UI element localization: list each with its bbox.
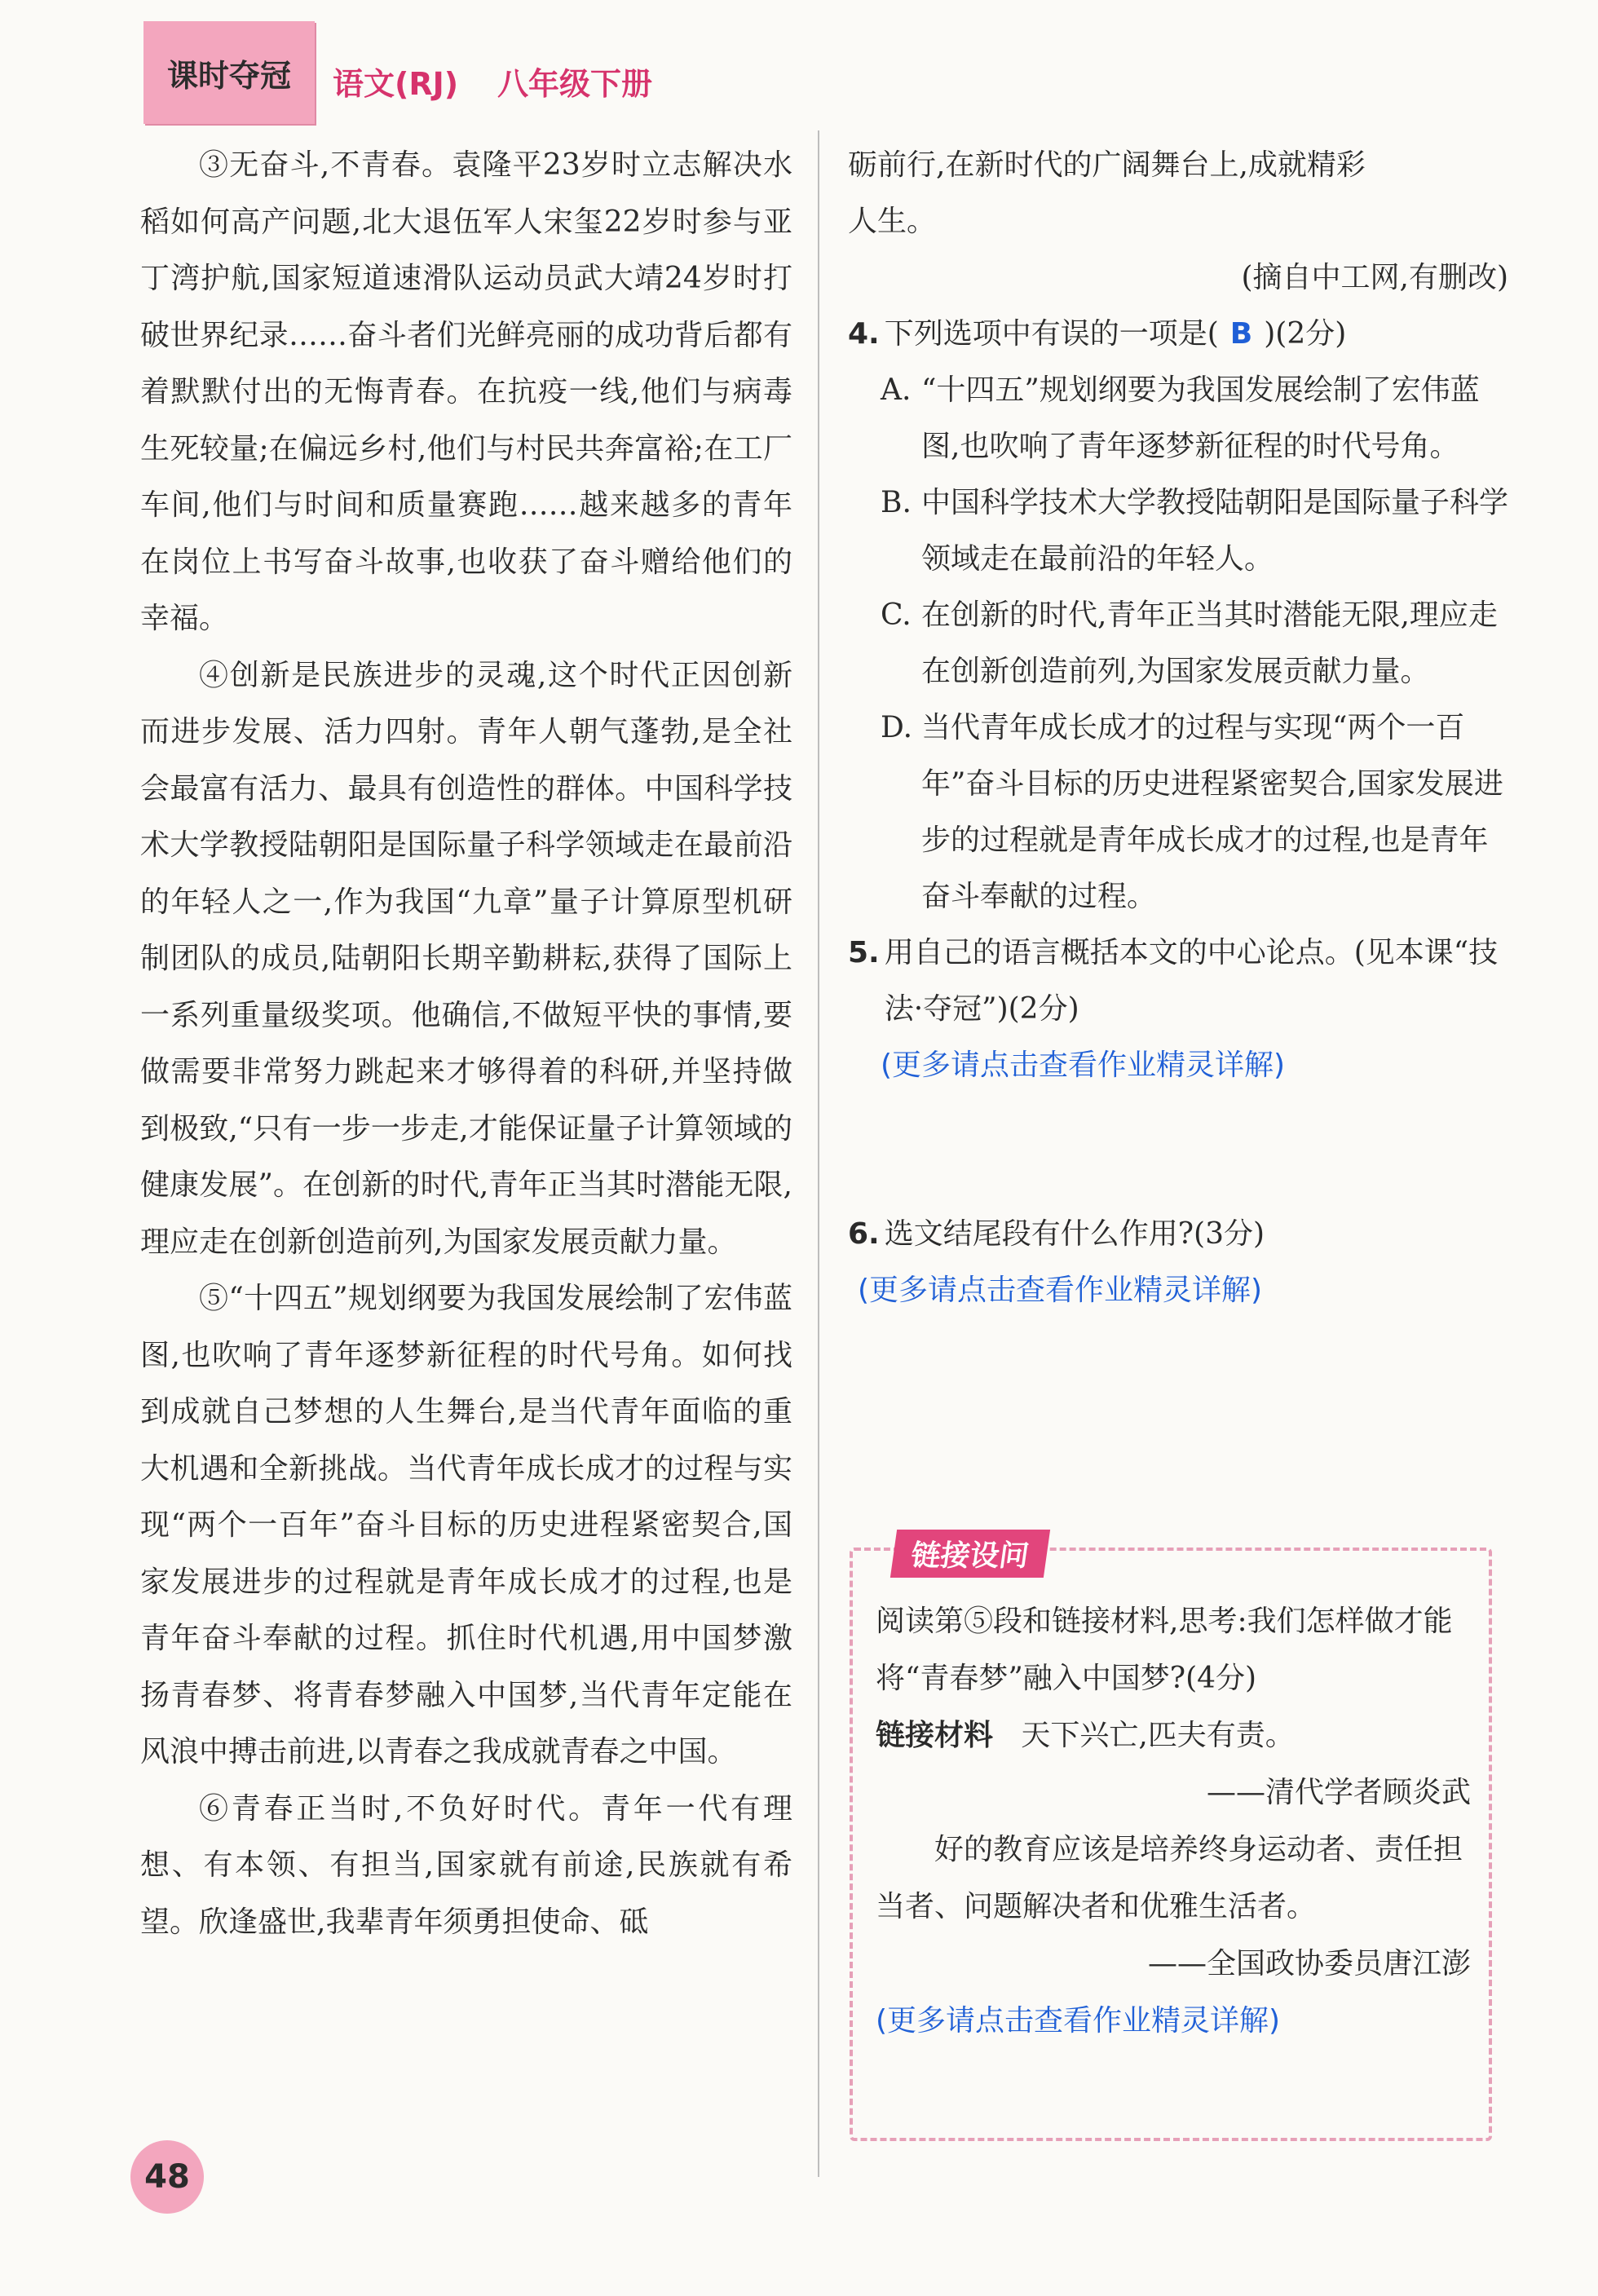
link-question-box (850, 1539, 1492, 2141)
article-continuation-line: 砺前行,在新时代的广阔舞台上,成就精彩 (848, 148, 1366, 182)
option-text: 当代青年成长成才的过程与实现“两个一百年”奋斗目标的历史进程紧密契合,国家发展进步的过程就是青年成长成才的过程,也是青年奋斗奉献的过程。 (921, 711, 1503, 913)
details-link[interactable]: (更多请点击查看作业精灵详解) (881, 1049, 1286, 1082)
question-number: 6. (848, 1217, 880, 1251)
material-quote-2: 好的教育应该是培养终身运动者、责任担当者、问题解决者和优雅生活者。 (876, 1833, 1463, 1923)
box-material (876, 1707, 1471, 1764)
question-stem: 用自己的语言概括本文的中心论点。(见本课“技法·夺冠”)(2分) (884, 936, 1499, 1026)
option-a (881, 362, 1508, 475)
page-number: 48 (144, 2158, 190, 2196)
option-c (881, 587, 1508, 700)
answer-mark: B (1229, 317, 1253, 351)
option-b (881, 475, 1508, 587)
source-note: (摘自中工网,有删改) (1241, 261, 1508, 294)
box-body (876, 1593, 1471, 2050)
material-attribution: ——清代学者顾炎武 (1206, 1776, 1471, 1809)
option-letter: A. (881, 373, 912, 407)
question-number: 5. (848, 936, 880, 969)
option-letter: B. (881, 486, 912, 519)
grade-label: 八年级下册 (497, 66, 653, 102)
option-d (881, 700, 1508, 925)
question-stem-end: )(2分) (1264, 317, 1347, 351)
series-title: 课时夺冠 (166, 57, 291, 94)
question-stem (885, 306, 1347, 362)
paragraph-3: ③无奋斗,不青春。袁隆平23岁时立志解决水稻如何高产问题,北大退伍军人宋玺22岁时参与亚丁湾护航,国家短道速滑队运动员武大靖24岁时打破世界纪录……奋斗者们光鲜亮丽的成功背后都有着默默付出的无悔青春。在抗疫一线,他们与病毒生死较量;在偏远乡村,他们与村民共奔富裕;在工厂车间,他们与时间和质量赛跑……越来越多的青年在岗位上书写奋斗故事,也收获了奋斗赠给他们的幸福。 (140, 148, 792, 635)
column-divider (818, 130, 819, 2177)
option-letter: C. (881, 598, 912, 632)
option-letter: D. (881, 711, 913, 744)
question-stem-start: 下列选项中有误的一项是( (884, 317, 1219, 351)
question-number: 4. (848, 317, 880, 351)
answer-space (848, 1093, 1508, 1206)
material-attribution-2: ——全国政协委员唐江澎 (1147, 1947, 1471, 1980)
option-text: “十四五”规划纲要为我国发展绘制了宏伟蓝图,也吹响了青年逐梦新征程的时代号角。 (921, 373, 1480, 463)
series-badge (143, 21, 315, 124)
question-stem: 选文结尾段有什么作用?(3分) (884, 1217, 1265, 1251)
paragraph-5: ⑤“十四五”规划纲要为我国发展绘制了宏伟蓝图,也吹响了青年逐梦新征程的时代号角。如何找到成就自己梦想的人生舞台,是当代青年面临的重大机遇和全新挑战。当代青年成长成才的过程与实现“两个一百年”奋斗目标的历史进程紧密契合,国家发展进步的过程就是青年成长成才的过程,也是青年奋斗奉献的过程。抓住时代机遇,用中国梦激扬青春梦、将青春梦融入中国梦,当代青年定能在风浪中搏击前进,以青春之我成就青春之中国。 (140, 1282, 792, 1768)
details-link[interactable]: (更多请点击查看作业精灵详解) (876, 2004, 1281, 2038)
box-label: 链接设问 (890, 1530, 1050, 1578)
box-question: 阅读第⑤段和链接材料,思考:我们怎样做才能将“青春梦”融入中国梦?(4分) (876, 1605, 1453, 1695)
paragraph-4: ④创新是民族进步的灵魂,这个时代正因创新而进步发展、活力四射。青年人朝气蓬勃,是全社会最富有活力、最具有创造性的群体。中国科学技术大学教授陆朝阳是国际量子科学领域走在最前沿的年轻人之一,作为我国“九章”量子计算原型机研制团队的成员,陆朝阳长期辛勤耕耘,获得了国际上一系列重量级奖项。他确信,不做短平快的事情,要做需要非常努力跳起来才够得着的科研,并坚持做到极致,“只有一步一步走,才能保证量子计算领域的健康发展”。在创新的时代,青年正当其时潜能无限,理应走在创新创造前列,为国家发展贡献力量。 (140, 658, 792, 1259)
question-4 (848, 306, 1508, 362)
details-link[interactable]: (更多请点击查看作业精灵详解) (858, 1274, 1263, 1307)
paragraph-6: ⑥青春正当时,不负好时代。青年一代有理想、有本领、有担当,国家就有前途,民族就有希望。欣逢盛世,我辈青年须勇担使命、砥 (140, 1791, 792, 1939)
article-continuation-line: 人生。 (848, 205, 937, 238)
option-text: 中国科学技术大学教授陆朝阳是国际量子科学领域走在最前沿的年轻人。 (921, 486, 1509, 576)
material-label: 链接材料 (876, 1719, 994, 1752)
page-number-badge (130, 2140, 204, 2214)
option-text: 在创新的时代,青年正当其时潜能无限,理应走在创新创造前列,为国家发展贡献力量。 (921, 598, 1498, 688)
right-column (848, 137, 1508, 1318)
question-6 (848, 1206, 1508, 1262)
subject-label: 语文(RJ) (333, 66, 459, 102)
material-quote: 天下兴亡,匹夫有责。 (1021, 1719, 1295, 1752)
article-left-column (140, 137, 792, 1950)
question-5 (848, 925, 1508, 1037)
